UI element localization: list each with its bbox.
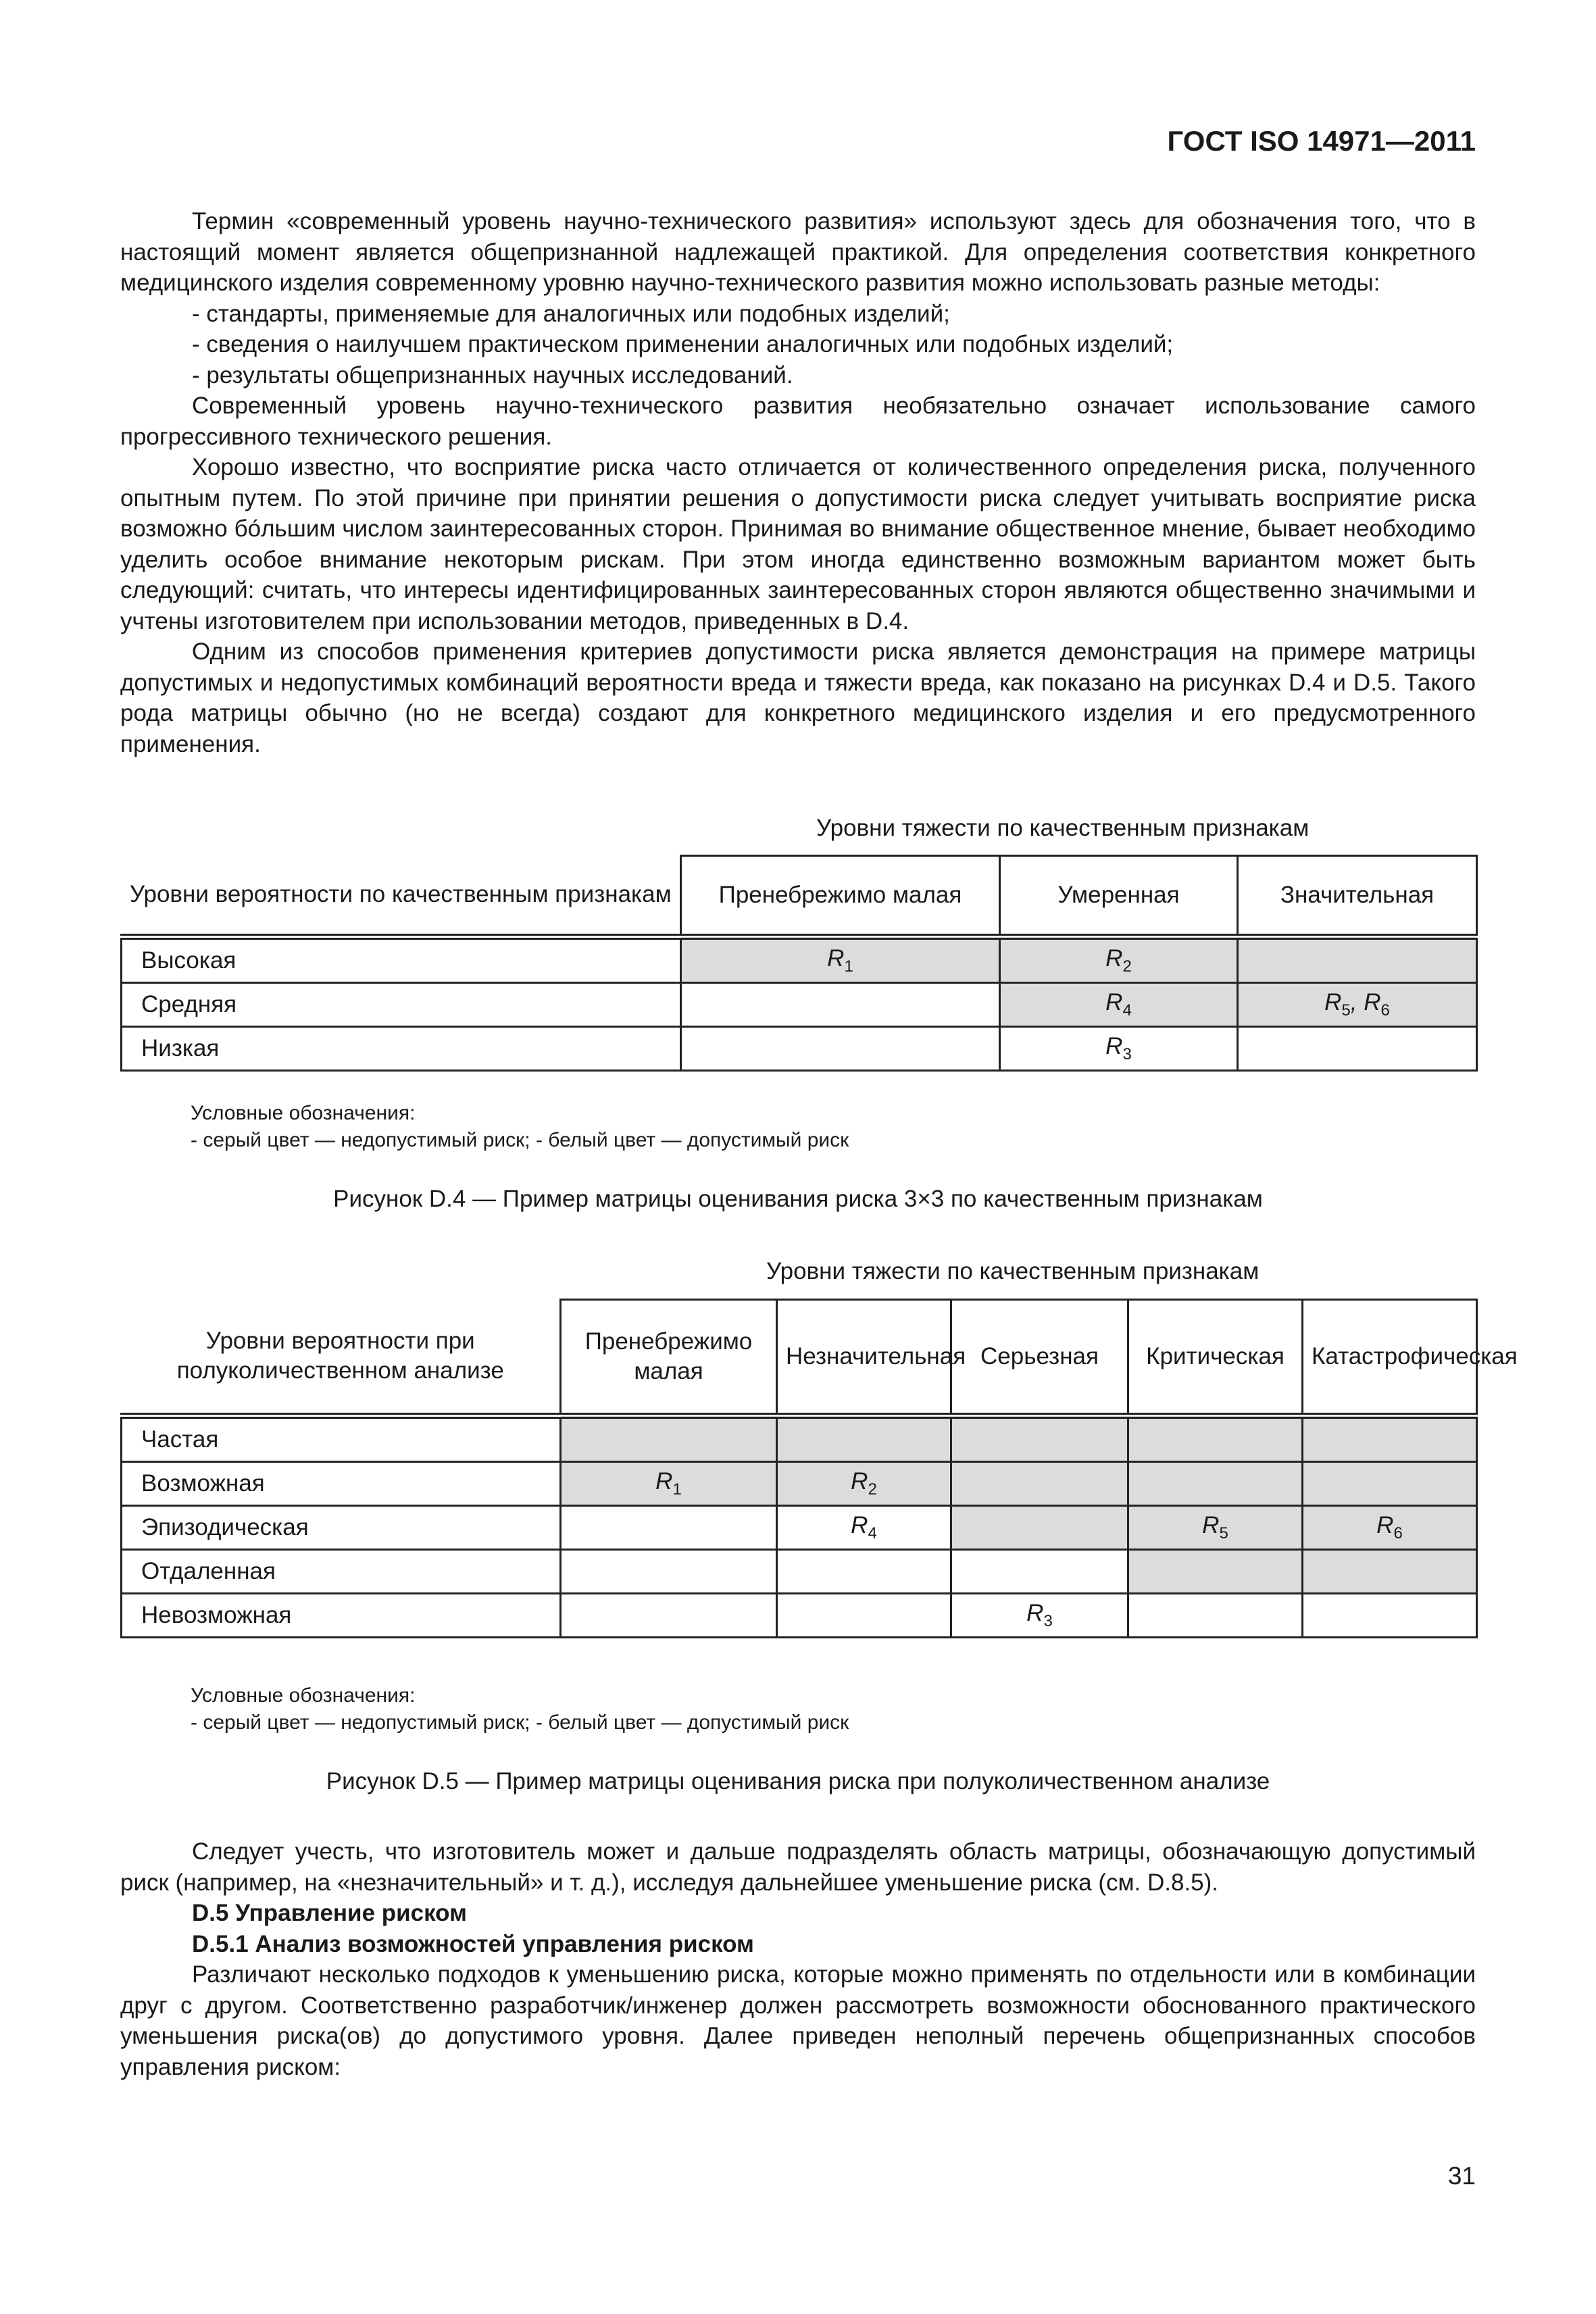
fig4-row-label: Высокая: [122, 937, 681, 983]
fig4-cell: $R_2$: [1000, 937, 1238, 983]
fig4-col-header: Значительная: [1238, 856, 1477, 937]
list-item: - результаты общепризнанных научных исследований.: [192, 361, 793, 388]
fig5-row-label: Частая: [122, 1416, 561, 1462]
fig5-col-header: Незначительная: [777, 1300, 951, 1416]
fig4-cell: [681, 1027, 1000, 1071]
fig5-cell: [561, 1416, 777, 1462]
fig4-cell: $R_3$: [1000, 1027, 1238, 1071]
paragraph: Современный уровень научно-технического развития необязательно означает использование самого прогрессивного технического решения.: [120, 393, 1476, 450]
table-row: [122, 1462, 1477, 1506]
fig5-cell: $R_1$: [561, 1462, 777, 1506]
fig4-cell: $R_5$, $R_6$: [1238, 983, 1477, 1027]
fig5-cell: $R_5$: [1128, 1506, 1303, 1550]
table-row: [122, 1506, 1477, 1550]
table-row: [122, 937, 1477, 983]
fig5-caption: Рисунок D.5 — Пример матрицы оценивания риска при полуколичественном анализе: [326, 1768, 1270, 1794]
fig5-cell: $R_3$: [951, 1594, 1128, 1638]
top-text-block: [120, 206, 1476, 759]
legend-text: - серый цвет — недопустимый риск; - белый цвет — допустимый риск: [191, 1711, 849, 1734]
fig5-cell: [1303, 1594, 1477, 1638]
fig4-row-label: Средняя: [122, 983, 681, 1027]
table-row: [122, 983, 1477, 1027]
fig5-cell: [1128, 1416, 1303, 1462]
paragraph: Термин «современный уровень научно-технического развития» используют здесь для обозначения того, что в настоящий момент является общепризнанной надлежащей практикой. Для определения соответствия конкретного медицинского изделия современному уровню научно-технического развития можно использовать разные методы:: [120, 208, 1476, 296]
fig5-row-label: Невозможная: [122, 1594, 561, 1638]
page-number: 31: [1447, 2162, 1476, 2190]
fig4-col-header: Пренебрежимо малая: [681, 856, 1000, 937]
fig5-col-header: Серьезная: [951, 1300, 1128, 1416]
fig5-severity-caption: Уровни тяжести по качественным признакам: [766, 1258, 1260, 1284]
list-item: - сведения о наилучшем практическом применении аналогичных или подобных изделий;: [192, 331, 1174, 357]
fig5-row-label: Отдаленная: [122, 1550, 561, 1594]
fig4-cell: $R_4$: [1000, 983, 1238, 1027]
paragraph: Следует учесть, что изготовитель может и дальше подразделять область матрицы, обозначающую допустимый риск (например, на «незначительный» и т. д.), исследуя дальнейшее уменьшение риска (см. D.8.5).: [120, 1838, 1476, 1896]
legend-title: Условные обозначения:: [191, 1102, 416, 1124]
fig5-cell: [1128, 1550, 1303, 1594]
fig5-cell: [1303, 1550, 1477, 1594]
legend-text: - серый цвет — недопустимый риск; - белый цвет — допустимый риск: [191, 1129, 849, 1151]
fig5-cell: [561, 1506, 777, 1550]
paragraph: Различают несколько подходов к уменьшению риска, которые можно применять по отдельности или в комбинации друг с другом. Соответственно разработчик/инженер должен рассмотреть возможности обоснованного практического уменьшения риска(ов) до допустимого уровня. Далее приведен неполный перечень общепризнанных способов управления риском:: [120, 1961, 1476, 2080]
fig5-row-label: Эпизодическая: [122, 1506, 561, 1550]
fig5-cell: $R_6$: [1303, 1506, 1477, 1550]
fig5-col-header: Пренебрежимо малая: [561, 1300, 777, 1416]
fig5-cell: [1128, 1594, 1303, 1638]
paragraph: Одним из способов применения критериев допустимости риска является демонстрация на примере матрицы допустимых и недопустимых комбинаций вероятности вреда и тяжести вреда, как показано на рисунках D.4 и D.5. Такого рода матрицы обычно (но не всегда) создают для конкретного медицинского изделия и его предусмотренного применения.: [120, 638, 1476, 757]
fig4-cell: $R_1$: [681, 937, 1000, 983]
fig5-cell: $R_2$: [777, 1462, 951, 1506]
fig5-col-header: Катастрофическая: [1303, 1300, 1477, 1416]
bottom-text-block: [120, 1836, 1476, 2082]
table-row: [122, 1594, 1477, 1638]
subsection-heading: D.5.1 Анализ возможностей управления риском: [192, 1930, 754, 1957]
fig5-cell: [777, 1550, 951, 1594]
paragraph: Хорошо известно, что восприятие риска часто отличается от количественного определения риска, полученного опытным путем. По этой причине при принятии решения о допустимости риска следует учитывать восприятие риска возможно бо́льшим числом заинтересованных сторон. Принимая во внимание общественное мнение, бывает необходимо уделить особое внимание некоторым рискам. При этом иногда единственно возможным вариантом может быть следующий: считать, что интересы идентифицированных заинтересованных сторон являются общественно значимыми и учтены изготовителем при использовании методов, приведенных в D.4.: [120, 454, 1476, 634]
fig4-legend: [191, 1100, 849, 1154]
table-row: [122, 1550, 1477, 1594]
fig5-cell: [561, 1594, 777, 1638]
section-heading: D.5 Управление риском: [192, 1900, 467, 1926]
list-item: - стандарты, применяемые для аналогичных или подобных изделий;: [192, 300, 950, 327]
table-row: [122, 1416, 1477, 1462]
fig5-risk-matrix: [120, 1299, 1518, 1638]
standard-header: ГОСТ ISO 14971—2011: [1167, 125, 1476, 157]
fig5-cell: [951, 1550, 1128, 1594]
fig5-row-label: Возможная: [122, 1462, 561, 1506]
fig4-row-label: Низкая: [122, 1027, 681, 1071]
fig5-cell: [951, 1416, 1128, 1462]
fig4-severity-caption: Уровни тяжести по качественным признакам: [816, 815, 1310, 841]
fig5-cell: [777, 1416, 951, 1462]
fig5-legend: [191, 1682, 849, 1736]
fig5-cell: [1128, 1462, 1303, 1506]
fig4-risk-matrix: [120, 855, 1478, 1072]
fig5-corner-label: Уровни вероятности при полуколичественном анализе: [122, 1300, 561, 1416]
fig5-cell: $R_4$: [777, 1506, 951, 1550]
fig5-col-header: Критическая: [1128, 1300, 1303, 1416]
fig5-cell: [951, 1506, 1128, 1550]
table-row: [122, 1027, 1477, 1071]
fig5-cell: [1303, 1416, 1477, 1462]
fig4-cell: [1238, 1027, 1477, 1071]
fig4-caption: Рисунок D.4 — Пример матрицы оценивания риска 3×3 по качественным признакам: [333, 1186, 1263, 1212]
fig4-corner-label: Уровни вероятности по качественным признакам: [122, 856, 681, 937]
legend-title: Условные обозначения:: [191, 1684, 416, 1707]
fig5-cell: [1303, 1462, 1477, 1506]
fig4-header-row: [122, 856, 1477, 937]
fig5-cell: [951, 1462, 1128, 1506]
fig4-col-header: Умеренная: [1000, 856, 1238, 937]
fig5-header-row: [122, 1300, 1477, 1416]
fig5-cell: [777, 1594, 951, 1638]
fig4-cell: [681, 983, 1000, 1027]
fig5-cell: [561, 1550, 777, 1594]
fig4-cell: [1238, 937, 1477, 983]
